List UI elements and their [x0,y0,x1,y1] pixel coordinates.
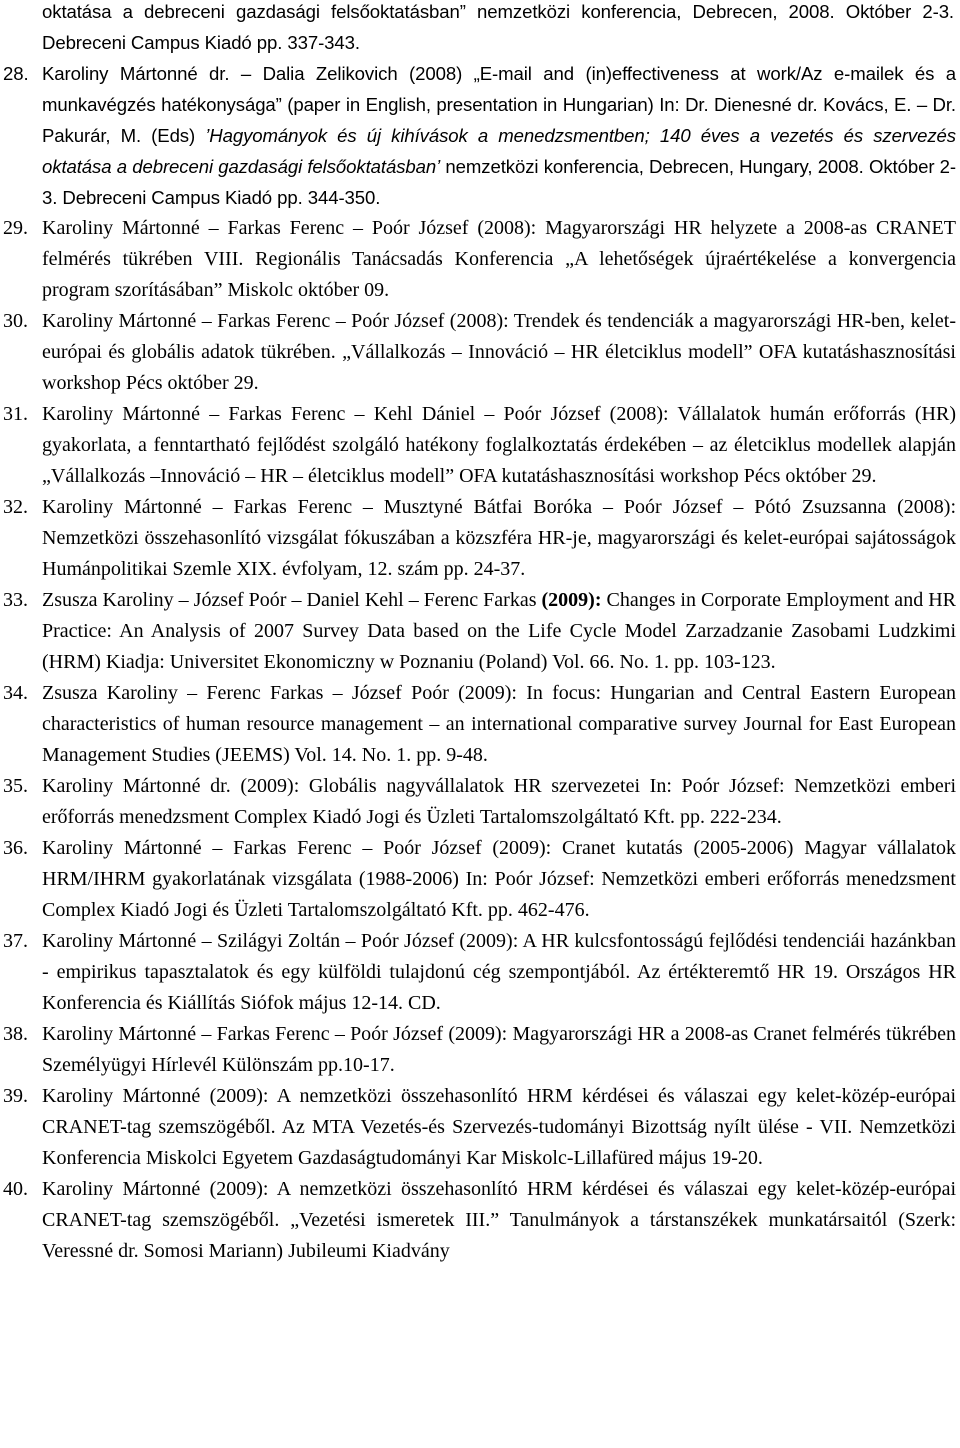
reference-list [0,58,956,1267]
reference-item [0,58,956,213]
reference-number: 29. [3,217,28,239]
reference-number: 40. [3,1178,28,1200]
reference-text: nemzetközi konferencia, Debrecen, Hungary, 2008. Október 2-3. Debreceni Campus Kiadó pp. 344-350. [42,156,956,208]
reference-text: Karoliny Mártonné – Farkas Ferenc – Poór József (2009): Magyarországi HR a 2008-as Cranet felmérés tükrében Személyügyi Hírlevél Különszám pp.10-17. [42,1023,956,1076]
reference-item [0,926,956,1019]
reference-item [0,492,956,585]
reference-number: 33. [3,589,28,611]
reference-number: 37. [3,930,28,952]
reference-text: Karoliny Mártonné dr. (2009): Globális nagyvállalatok HR szervezetei In: Poór József: Nemzetközi emberi erőforrás menedzsment Complex Kiadó Jogi és Üzleti Tartalomszolgáltató Kft. pp. 222-234. [42,775,956,828]
reference-number: 38. [3,1023,28,1045]
reference-text: Karoliny Mártonné – Farkas Ferenc – Poór József (2009): Cranet kutatás (2005-2006) Magyar vállalatok HRM/IHRM gyakorlatának vizsgálata (1988-2006) In: Poór József: Nemzetközi emberi erőforrás menedzsment Complex Kiadó Jogi és Üzleti Tartalomszolgáltató Kft. pp. 462-476. [42,837,956,921]
reference-item [0,213,956,306]
reference-text: Karoliny Mártonné – Farkas Ferenc – Kehl Dániel – Poór József (2008): Vállalatok humán erőforrás (HR) gyakorlata, a fenntartható fejlődést szolgáló hatékony foglalkoztatás érdekében – az életciklus modellek alapján „Vállalkozás –Innováció – HR – életciklus modell” OFA kutatáshasznosítási workshop Pécs október 29. [42,403,956,487]
reference-number: 30. [3,310,28,332]
reference-number: 35. [3,775,28,797]
reference-number: 36. [3,837,28,859]
reference-item [0,585,956,678]
reference-number: 31. [3,403,28,425]
reference-item [0,1081,956,1174]
reference-text: Karoliny Mártonné dr. – Dalia Zelikovich (2008) „E-mail and (in)effectiveness at work/Az e-mailek és a munkavégzés hatékonysága” (paper in English, presentation in Hungarian) In: Dr. Dienesné dr. Kovács, E. – Dr. Pakurár, M. (Eds) [42,63,956,146]
reference-text: (2009): [541,589,602,611]
reference-text: Changes in Corporate Employment and HR Practice: An Analysis of 2007 Survey Data based on the Life Cycle Model Zarzadzanie Zasobami Ludzkimi (HRM) Kiadja: Universitet Ekonomiczny w Poznaniu (Poland) Vol. 66. No. 1. pp. 103-123. [42,589,956,673]
reference-item [0,1174,956,1267]
reference-text: ’Hagyományok és új kihívások a menedzsmentben; 140 éves a vezetés és szervezés oktatása a debreceni gazdasági felsőoktatásban’ [42,125,956,177]
reference-text: Zsusza Karoliny – Ferenc Farkas – József Poór (2009): In focus: Hungarian and Central Eastern European characteristics of human resource management – an international comparative survey Journal for East European Management Studies (JEEMS) Vol. 14. No. 1. pp. 9-48. [42,682,956,766]
reference-text: Karoliny Mártonné – Farkas Ferenc – Poór József (2008): Trendek és tendenciák a magyarországi HR-ben, kelet-európai és globális adatok tükrében. „Vállalkozás – Innováció – HR életciklus modell” OFA kutatáshasznosítási workshop Pécs október 29. [42,310,956,394]
reference-text: Karoliny Mártonné (2009): A nemzetközi összehasonlító HRM kérdései és válaszai egy kelet-közép-európai CRANET-tag szemszögéből. Az MTA Vezetés-és Szervezés-tudományi Bizottság nyílt ülése - VII. Nemzetközi Konferencia Miskolci Egyetem Gazdaságtudományi Kar Miskolc-Lillafüred május 19-20. [42,1085,956,1169]
reference-text: Karoliny Mártonné – Farkas Ferenc – Musztyné Bátfai Boróka – Poór József – Pótó Zsuzsanna (2008): Nemzetközi összehasonlító vizsgálat fókuszában a közszféra HR-je, magyarországi és kelet-európai sajátosságok Humánpolitikai Szemle XIX. évfolyam, 12. szám pp. 24-37. [42,496,956,580]
reference-text: Karoliny Mártonné (2009): A nemzetközi összehasonlító HRM kérdései és válaszai egy kelet-közép-európai CRANET-tag szemszögéből. „Vezetési ismeretek III.” Tanulmányok a társtanszékek munkatársaitól (Szerk: Veressné dr. Somosi Mariann) Jubileumi Kiadvány [42,1178,956,1262]
reference-item [0,399,956,492]
reference-number: 39. [3,1085,28,1107]
reference-text: Karoliny Mártonné – Farkas Ferenc – Poór József (2008): Magyarországi HR helyzete a 2008-as CRANET felmérés tükrében VIII. Regionális Tanácsadás Konferencia „A lehetőségek újraértékelése a konvergencia program szorításában” Miskolc október 09. [42,217,956,301]
reference-item [0,1019,956,1081]
reference-item [0,833,956,926]
reference-item [0,771,956,833]
reference-item [0,306,956,399]
reference-text: Zsusza Karoliny – József Poór – Daniel Kehl – Ferenc Farkas [42,589,542,611]
reference-number: 32. [3,496,28,518]
reference-number: 34. [3,682,28,704]
reference-number: 28. [3,63,29,84]
reference-text: Karoliny Mártonné – Szilágyi Zoltán – Poór József (2009): A HR kulcsfontosságú fejlődési tendenciái hazánkban - empirikus tapasztalatok és egy külföldi tulajdonú cég szempontjából. Az értékteremtő HR 19. Országos HR Konferencia és Kiállítás Siófok május 12-14. CD. [42,930,956,1014]
reference-continuation: oktatása a debreceni gazdasági felsőoktatásban” nemzetközi konferencia, Debrecen, 2008. Október 2-3. Debreceni Campus Kiadó pp. 337-343. [42,1,954,53]
reference-item [0,678,956,771]
